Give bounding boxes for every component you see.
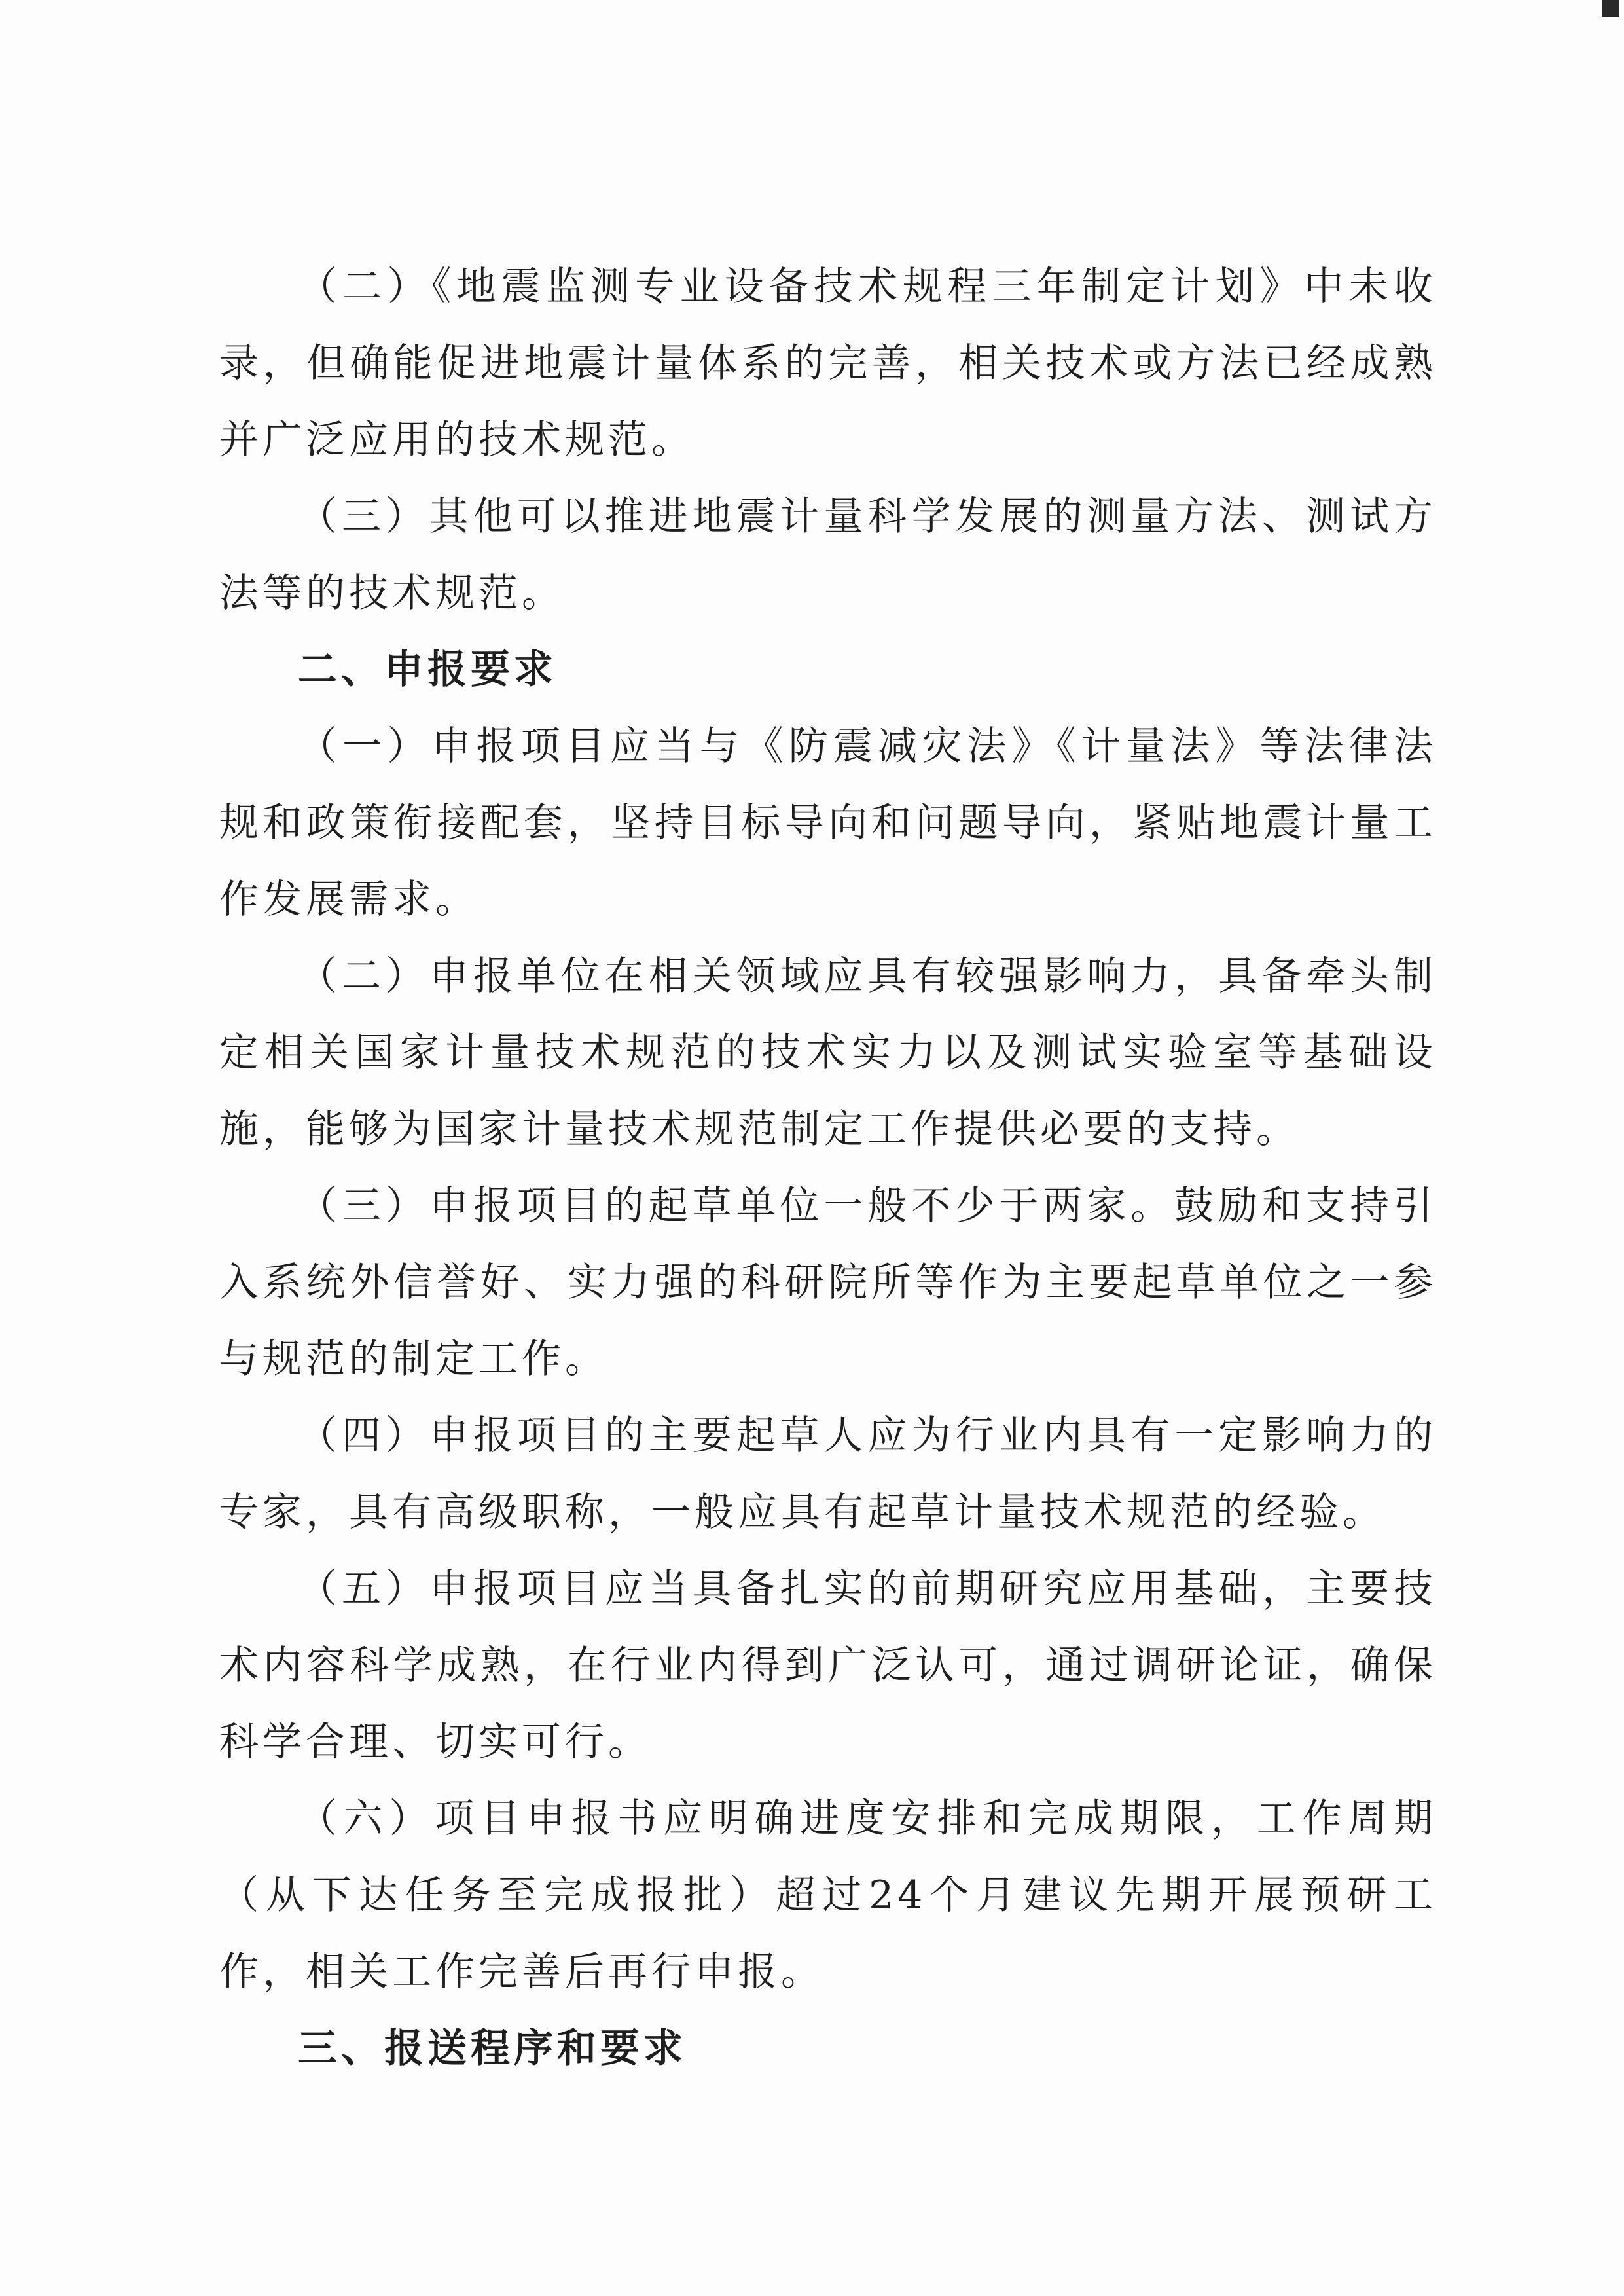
requirement-item-4: （四）申报项目的主要起草人应为行业内具有一定影响力的专家，具有高级职称，一般应具有起草计量技术规范的经验。 [219, 1413, 1437, 1535]
section-heading-application-requirements: 二、申报要求 [298, 647, 557, 693]
requirement-item-3: （三）申报项目的起草单位一般不少于两家。鼓励和支持引入系统外信誉好、实力强的科研院所等作为主要起草单位之一参与规范的制定工作。 [219, 1183, 1437, 1382]
requirement-item-5: （五）申报项目应当具备扎实的前期研究应用基础，主要技术内容科学成熟，在行业内得到广泛认可，通过调研论证，确保科学合理、切实可行。 [219, 1566, 1437, 1765]
paragraph-2-3: （三）其他可以推进地震计量科学发展的测量方法、测试方法等的技术规范。 [219, 494, 1437, 616]
document-body [219, 249, 1437, 2087]
requirement-item-1: （一）申报项目应当与《防震减灾法》《计量法》等法律法规和政策衔接配套，坚持目标导向和问题导向，紧贴地震计量工作发展需求。 [219, 723, 1437, 922]
scan-corner-mark [1602, 0, 1619, 17]
requirement-item-2: （二）申报单位在相关领域应具有较强影响力，具备牵头制定相关国家计量技术规范的技术实力以及测试实验室等基础设施，能够为国家计量技术规范制定工作提供必要的支持。 [219, 953, 1437, 1152]
section-heading-submission-procedure: 三、报送程序和要求 [298, 2026, 687, 2071]
paragraph-2-2: （二）《地震监测专业设备技术规程三年制定计划》中未收录，但确能促进地震计量体系的完善，相关技术或方法已经成熟并广泛应用的技术规范。 [219, 264, 1437, 463]
requirement-item-6: （六）项目申报书应明确进度安排和完成期限，工作周期（从下达任务至完成报批）超过24个月建议先期开展预研工作，相关工作完善后再行申报。 [219, 1796, 1437, 1995]
